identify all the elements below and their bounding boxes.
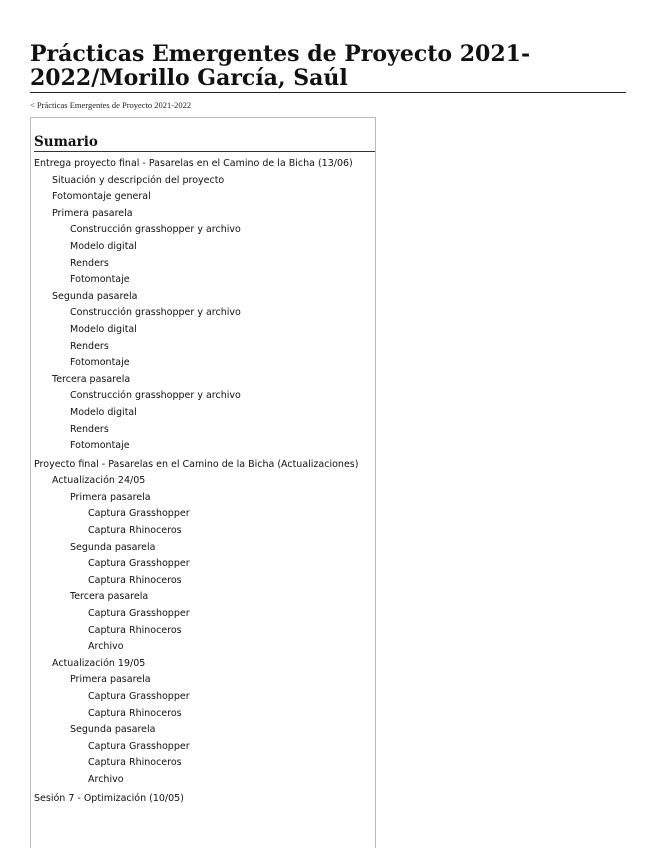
toc-item-construccion[interactable]: Construcción grasshopper y archivo bbox=[70, 390, 241, 402]
toc-item-renders[interactable]: Renders bbox=[70, 340, 109, 352]
toc-item-archivo[interactable]: Archivo bbox=[88, 773, 124, 785]
toc-item-captura-rhinoceros[interactable]: Captura Rhinoceros bbox=[88, 624, 182, 636]
table-of-contents bbox=[30, 117, 376, 848]
toc-item-captura-grasshopper[interactable]: Captura Grasshopper bbox=[88, 608, 190, 620]
toc-item-captura-grasshopper[interactable]: Captura Grasshopper bbox=[88, 558, 190, 570]
toc-item-construccion[interactable]: Construcción grasshopper y archivo bbox=[70, 307, 241, 319]
toc-item-captura-grasshopper[interactable]: Captura Grasshopper bbox=[88, 508, 190, 520]
toc-item-primera-pasarela[interactable]: Primera pasarela bbox=[70, 491, 151, 503]
toc-item-fotomontaje[interactable]: Fotomontaje bbox=[70, 274, 130, 286]
toc-item-segunda-pasarela[interactable]: Segunda pasarela bbox=[70, 541, 156, 553]
page-title: Prácticas Emergentes de Proyecto 2021-2022/Morillo García, Saúl bbox=[30, 42, 626, 93]
toc-item-primera-pasarela[interactable]: Primera pasarela bbox=[70, 674, 151, 686]
toc-item-captura-rhinoceros[interactable]: Captura Rhinoceros bbox=[88, 707, 182, 719]
toc-item-captura-rhinoceros[interactable]: Captura Rhinoceros bbox=[88, 574, 182, 586]
toc-item-segunda-pasarela[interactable]: Segunda pasarela bbox=[52, 290, 138, 302]
page-content bbox=[30, 42, 626, 111]
toc-item-tercera-pasarela[interactable]: Tercera pasarela bbox=[70, 591, 149, 603]
toc-item-actualizacion-1905[interactable]: Actualización 19/05 bbox=[52, 657, 146, 669]
toc-item-construccion[interactable]: Construcción grasshopper y archivo bbox=[70, 224, 241, 236]
toc-item-renders[interactable]: Renders bbox=[70, 423, 109, 435]
toc-item-fotomontaje[interactable]: Fotomontaje bbox=[70, 357, 130, 369]
toc-item-modelo-digital[interactable]: Modelo digital bbox=[70, 406, 137, 418]
toc-item-modelo-digital[interactable]: Modelo digital bbox=[70, 240, 137, 252]
toc-item-tercera-pasarela[interactable]: Tercera pasarela bbox=[52, 373, 131, 385]
toc-item-archivo[interactable]: Archivo bbox=[88, 641, 124, 653]
toc-item-modelo-digital[interactable]: Modelo digital bbox=[70, 323, 137, 335]
toc-item-fotomontaje[interactable]: Fotomontaje bbox=[70, 440, 130, 452]
toc-heading: Sumario bbox=[34, 134, 375, 152]
breadcrumb-link[interactable]: < Prácticas Emergentes de Proyecto 2021-2022 bbox=[30, 100, 192, 110]
toc-item-captura-rhinoceros[interactable]: Captura Rhinoceros bbox=[88, 757, 182, 769]
toc-item-actualizacion-2405[interactable]: Actualización 24/05 bbox=[52, 475, 146, 487]
toc-item-captura-grasshopper[interactable]: Captura Grasshopper bbox=[88, 691, 190, 702]
toc-item-captura-rhinoceros[interactable]: Captura Rhinoceros bbox=[88, 525, 182, 537]
toc-item-captura-grasshopper[interactable]: Captura Grasshopper bbox=[88, 740, 190, 752]
toc-item-entrega-final[interactable]: Entrega proyecto final - Pasarelas en el Camino de la Bicha (13/06) bbox=[34, 158, 353, 169]
toc-item-renders[interactable]: Renders bbox=[70, 257, 109, 269]
toc-item-situacion[interactable]: Situación y descripción del proyecto bbox=[52, 174, 225, 186]
toc-item-sesion-7[interactable]: Sesión 7 - Optimización (10/05) bbox=[34, 792, 184, 804]
toc-item-fotomontaje-general[interactable]: Fotomontaje general bbox=[52, 191, 151, 203]
toc-item-primera-pasarela[interactable]: Primera pasarela bbox=[52, 207, 133, 219]
toc-item-proyecto-final-actualizaciones[interactable]: Proyecto final - Pasarelas en el Camino de la Bicha (Actualizaciones) bbox=[34, 458, 359, 470]
toc-item-segunda-pasarela[interactable]: Segunda pasarela bbox=[70, 724, 156, 736]
